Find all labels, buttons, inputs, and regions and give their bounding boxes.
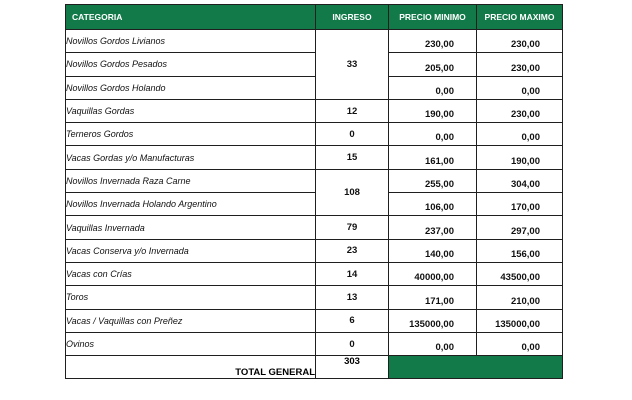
row-precio-maximo: 43500,00 <box>477 262 563 285</box>
row-precio-maximo: 304,00 <box>477 169 563 192</box>
row-precio-maximo: 0,00 <box>477 76 563 99</box>
row-precio-minimo: 171,00 <box>389 286 477 309</box>
row-precio-minimo: 237,00 <box>389 216 477 239</box>
table-row <box>66 123 563 146</box>
row-category: Toros <box>66 286 316 309</box>
row-ingreso: 15 <box>316 146 389 169</box>
row-category: Novillos Invernada Holando Argentino <box>66 193 316 216</box>
row-ingreso: 0 <box>316 123 389 146</box>
row-category: Novillos Invernada Raza Carne <box>66 169 316 192</box>
table-row <box>66 216 563 239</box>
column-header-precio-maximo: PRECIO MAXIMO <box>477 5 563 30</box>
table-row <box>66 99 563 122</box>
row-precio-minimo: 135000,00 <box>389 309 477 332</box>
row-ingreso: 12 <box>316 99 389 122</box>
row-category: Novillos Gordos Livianos <box>66 30 316 53</box>
table-row <box>66 309 563 332</box>
row-precio-minimo: 161,00 <box>389 146 477 169</box>
total-fill-block <box>389 356 563 379</box>
row-category: Vacas / Vaquillas con Preñez <box>66 309 316 332</box>
table-row <box>66 146 563 169</box>
row-precio-minimo: 0,00 <box>389 123 477 146</box>
row-precio-minimo: 0,00 <box>389 76 477 99</box>
row-precio-maximo: 135000,00 <box>477 309 563 332</box>
table-row <box>66 30 563 53</box>
row-precio-maximo: 297,00 <box>477 216 563 239</box>
table-row <box>66 286 563 309</box>
total-label: TOTAL GENERAL <box>66 356 316 379</box>
table-row <box>66 193 563 216</box>
row-category: Novillos Gordos Pesados <box>66 53 316 76</box>
row-ingreso: 23 <box>316 239 389 262</box>
row-precio-minimo: 205,00 <box>389 53 477 76</box>
row-precio-maximo: 230,00 <box>477 53 563 76</box>
row-category: Ovinos <box>66 332 316 355</box>
row-ingreso: 14 <box>316 262 389 285</box>
row-ingreso: 79 <box>316 216 389 239</box>
column-header-category: CATEGORIA <box>66 5 316 30</box>
table-row <box>66 262 563 285</box>
row-precio-minimo: 230,00 <box>389 30 477 53</box>
row-precio-minimo: 190,00 <box>389 99 477 122</box>
row-ingreso: 6 <box>316 309 389 332</box>
table-row <box>66 169 563 192</box>
row-precio-maximo: 0,00 <box>477 332 563 355</box>
row-category: Vacas Conserva y/o Invernada <box>66 239 316 262</box>
table-row <box>66 76 563 99</box>
row-precio-maximo: 156,00 <box>477 239 563 262</box>
row-precio-minimo: 0,00 <box>389 332 477 355</box>
row-precio-minimo: 255,00 <box>389 169 477 192</box>
row-precio-maximo: 190,00 <box>477 146 563 169</box>
row-category: Terneros Gordos <box>66 123 316 146</box>
row-precio-maximo: 230,00 <box>477 30 563 53</box>
row-category: Novillos Gordos Holando <box>66 76 316 99</box>
total-row <box>66 356 563 379</box>
row-ingreso: 13 <box>316 286 389 309</box>
row-precio-maximo: 0,00 <box>477 123 563 146</box>
row-precio-maximo: 170,00 <box>477 193 563 216</box>
row-category: Vacas con Crías <box>66 262 316 285</box>
row-precio-maximo: 210,00 <box>477 286 563 309</box>
row-category: Vacas Gordas y/o Manufacturas <box>66 146 316 169</box>
row-ingreso: 0 <box>316 332 389 355</box>
table-header-row <box>66 5 563 30</box>
row-precio-minimo: 106,00 <box>389 193 477 216</box>
table-row <box>66 53 563 76</box>
column-header-precio-minimo: PRECIO MINIMO <box>389 5 477 30</box>
total-value: 303 <box>316 356 389 379</box>
row-precio-minimo: 140,00 <box>389 239 477 262</box>
table-row <box>66 239 563 262</box>
row-category: Vaquillas Invernada <box>66 216 316 239</box>
column-header-ingreso: INGRESO <box>316 5 389 30</box>
row-precio-maximo: 230,00 <box>477 99 563 122</box>
row-ingreso: 33 <box>316 30 389 100</box>
row-category: Vaquillas Gordas <box>66 99 316 122</box>
livestock-price-table <box>65 4 563 379</box>
row-precio-minimo: 40000,00 <box>389 262 477 285</box>
table-row <box>66 332 563 355</box>
row-ingreso: 108 <box>316 169 389 216</box>
